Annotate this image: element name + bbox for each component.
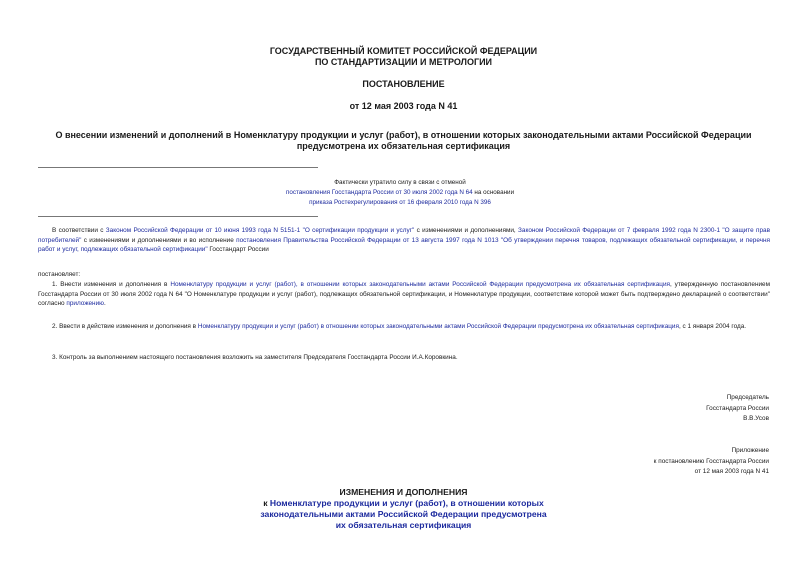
link-nomenclature[interactable]: Номенклатуру продукции и услуг (работ), в отношении которых законодательными актами Российской Федерации предусмотрена их обязательная сертификация (170, 281, 670, 288)
status-note (200, 178, 600, 208)
signature-block (549, 393, 769, 425)
link-government-resolution-1013[interactable]: постановления Правительства Российской Федерации от 13 августа 1997 года N 1013 "Об утверждении перечня товаров, подлежащих обязательной сертификации, и перечня работ и услуг, подлежащих обязательной сертификации" (38, 236, 770, 253)
signature-organization: Госстандарта России (706, 404, 769, 412)
signature-position: Председатель (726, 394, 769, 401)
appendix-block (549, 446, 769, 478)
link-law-5151-1[interactable]: Законом Российской Федерации от 10 июня 1993 года N 5151-1 "О сертификации продукции и услуг" (105, 227, 415, 234)
appendix-label: Приложение (731, 447, 769, 454)
issuer-line-1: ГОСУДАРСТВЕННЫЙ КОМИТЕТ РОССИЙСКОЙ ФЕДЕРАЦИИ (269, 46, 538, 56)
changes-subtitle-line-1: к Номенклатуре продукции и услуг (работ), в отношении которых (263, 498, 544, 508)
divider-bottom (38, 216, 318, 217)
link-nomenclature-2[interactable]: Номенклатуру продукции и услуг (работ) в отношении которых законодательными актами Российской Федерации предусмотрена их обязательная сертификация (197, 323, 679, 330)
issuer-line-2: ПО СТАНДАРТИЗАЦИИ И МЕТРОЛОГИИ (314, 57, 493, 67)
changes-heading: ИЗМЕНЕНИЯ И ДОПОЛНЕНИЯ (339, 487, 468, 497)
link-resolution-64[interactable]: постановления Госстандарта России от 30 июля 2002 года N 64 (285, 189, 473, 196)
document-title-line-1: О внесении изменений и дополнений в Номенклатуру продукции и услуг (работ), в отношении которых законодательными актами Российской Федерации (55, 130, 752, 140)
status-note-line-1: Фактически утратило силу в связи с отменой (334, 179, 466, 186)
status-note-line-2: постановления Госстандарта России от 30 июля 2002 года N 64 на основании (285, 189, 515, 196)
link-order-396[interactable]: приказа Ростехрегулирования от 16 февраля 2010 года N 396 (309, 199, 491, 206)
link-nomenclature-heading[interactable]: Номенклатуре продукции и услуг (работ), в отношении которых (269, 498, 544, 508)
item-2-paragraph: 2. Ввести в действие изменения и дополнения в Номенклатуру продукции и услуг (работ) в отношении которых законодательными актами Российской Федерации предусмотрена их обязательная сертификация, с 1 января 2004 года. (52, 323, 747, 330)
item-3-paragraph: 3. Контроль за выполнением настоящего постановления возложить на заместителя Председателя Госстандарта России И.А.Коровкина. (52, 354, 458, 361)
link-law-2300-1[interactable]: Законом Российской Федерации от 7 февраля 1992 года N 2300-1 "О защите прав потребителей" (38, 227, 770, 244)
link-appendix[interactable]: приложению (66, 300, 104, 307)
changes-subtitle-line-3: их обязательная сертификация (335, 520, 472, 530)
appendix-ref-2: от 12 мая 2003 года N 41 (694, 468, 769, 475)
document-title-line-2: предусмотрена их обязательная сертификация (296, 141, 511, 151)
resolves-label: постановляет: (38, 271, 81, 278)
signature-name: В.В.Усов (743, 415, 769, 422)
divider-top (38, 167, 318, 168)
item-1-paragraph: 1. Внести изменения и дополнения в Номенклатуру продукции и услуг (работ), в отношении которых законодательными актами Российской Федерации предусмотрена их обязательная сертификация, утвержденную постановлением Госстандарта России от 30 июля 2002 года N 64 "О Номенклатуре продукции и услуг (работ), подлежащих обязательной сертификации, и Номенклатуре продукции, соответствие которой может быть подтверждено декларацией о соответствии" согласно приложению. (38, 281, 770, 307)
document-type: ПОСТАНОВЛЕНИЕ (362, 79, 445, 89)
changes-subtitle-line-2: законодательными актами Российской Федерации предусмотрена (260, 509, 547, 519)
appendix-ref-1: к постановлению Госстандарта России (653, 457, 769, 465)
document-date-number: от 12 мая 2003 года N 41 (349, 101, 458, 111)
preamble-paragraph: В соответствии с Законом Российской Федерации от 10 июня 1993 года N 5151-1 "О сертификации продукции и услуг" с изменениями и дополнениями, Законом Российской Федерации от 7 февраля 1992 года N 2300-1 "О защите прав потребителей" с изменениями и дополнениями и во исполнение постановления Правительства Российской Федерации от 13 августа 1997 года N 1013 "Об утверждении перечня товаров, подлежащих обязательной сертификации, и перечня работ и услуг, подлежащих обязательной сертификации" Госстандарт России (38, 227, 770, 253)
